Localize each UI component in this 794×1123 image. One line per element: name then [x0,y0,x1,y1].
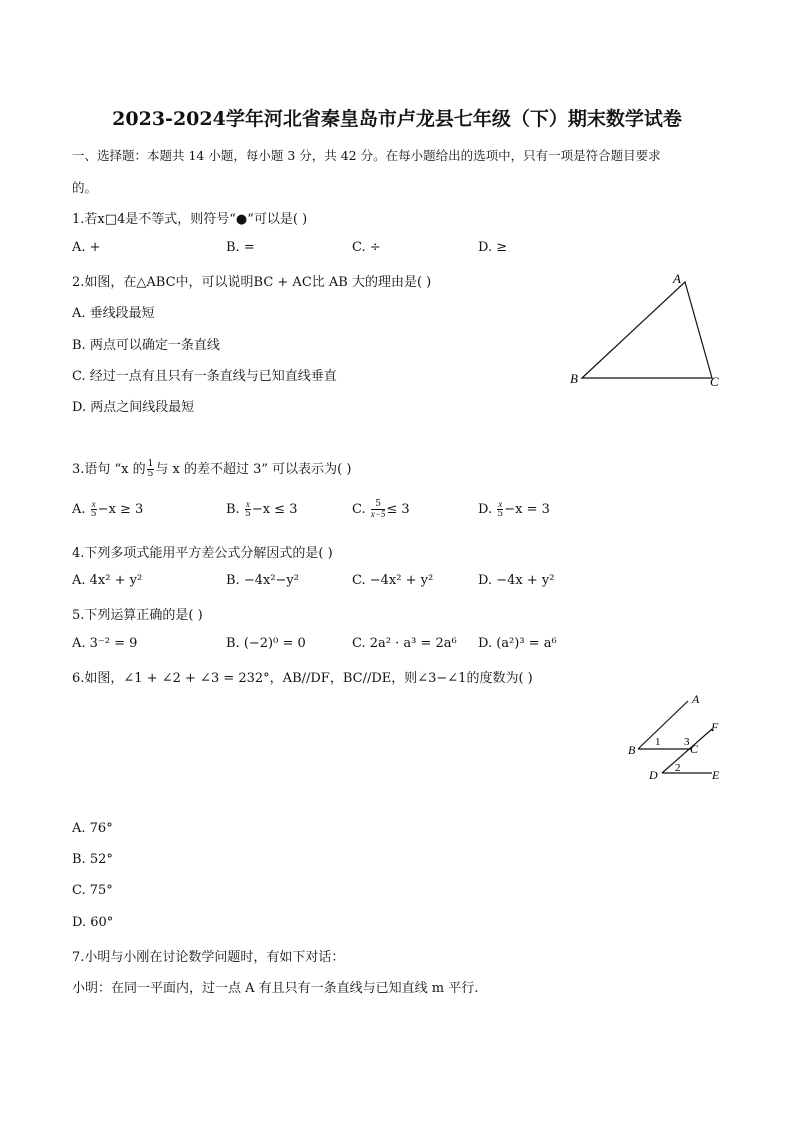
fig6-label-e: E [712,768,720,782]
parallel-lines-figure [622,693,732,785]
fig6-label-c: C [690,742,699,756]
q5-option-c: C. 2a² · a³ = 2a⁶ [352,636,457,651]
q3-d-den: 5 [497,509,504,519]
fig6-label-f: F [711,720,719,734]
q1-stem: 1.若x□4是不等式，则符号“●”可以是( ) [72,212,308,227]
q6-stem: 6.如图，∠1 + ∠2 + ∠3 = 232°，AB//DF，BC//DE，则∠3−∠1的度数为( ) [72,671,533,686]
q4-option-c: C. −4x² + y² [352,573,434,588]
q3-b-num: x [245,499,250,509]
q5-option-b: B. (−2)⁰ = 0 [226,636,306,651]
q1-option-b: B. = [226,240,255,255]
q1-option-d: D. ≥ [478,240,508,255]
page-title: 2023-2024学年河北省秦皇岛市卢龙县七年级（下）期末数学试卷 [112,108,682,130]
q3-a-fraction [91,500,97,519]
q7-stem: 7.小明与小刚在讨论数学问题时，有如下对话： [72,950,345,965]
q3-b-label: B. [226,502,240,517]
label-c: C [710,374,719,389]
q4-option-a: A. 4x² + y² [72,573,143,588]
q4-stem: 4.下列多项式能用平方差公式分解因式的是( ) [72,546,333,561]
triangle-abc-figure [560,268,730,392]
section-instruction-line2: 的。 [72,180,98,195]
q3-option-a [72,500,143,519]
q3-b-fraction [245,500,251,519]
line-ba [638,701,688,749]
q5-option-d: D. (a²)³ = a⁶ [478,636,557,651]
q6-option-c: C. 75° [72,883,113,898]
q5-stem: 5.下列运算正确的是( ) [72,608,203,623]
q3-c-rest: ≤ 3 [386,502,410,517]
q2-option-b: B. 两点可以确定一条直线 [72,338,220,353]
q4-option-b: B. −4x²−y² [226,573,299,588]
q1-option-c: C. ÷ [352,240,381,255]
q6-option-d: D. 60° [72,915,114,930]
q4-option-d: D. −4x + y² [478,573,555,588]
q3-stem-pre: 3.语句 “x 的 [72,462,146,477]
q5-option-a: A. 3⁻² = 9 [72,636,138,651]
q7-dialogue-line: 小明：在同一平面内，过一点 A 有且只有一条直线与已知直线 m 平行. [72,981,479,996]
q3-stem [72,458,351,479]
q3-d-fraction [497,500,503,519]
q3-d-rest: −x = 3 [504,502,550,517]
q3-stem-post: 与 x 的差不超过 3” 可以表示为( ) [155,462,352,477]
fig6-label-a: A [692,693,700,706]
q3-c-den: x−5 [370,509,386,519]
q2-stem: 2.如图，在△ABC中，可以说明BC + AC比 AB 大的理由是( ) [72,275,432,290]
q3-d-label: D. [478,502,493,517]
label-a: A [673,271,681,286]
q3-c-num: 5 [371,500,386,510]
q3-option-b [226,500,297,519]
q3-d-num: x [498,499,503,509]
section-instruction-line1: 一、选择题：本题共 14 小题，每小题 3 分，共 42 分。在每小题给出的选项中，只有一项是符合题目要求 [72,148,661,163]
q3-option-c [352,500,410,519]
q1-option-a: A. + [72,240,101,255]
q2-option-a: A. 垂线段最短 [72,306,155,321]
fig6-label-b: B [628,743,636,757]
q3-b-rest: −x ≤ 3 [251,502,298,517]
q3-a-num: x [91,499,96,509]
q2-option-d: D. 两点之间线段最短 [72,400,195,415]
q3-stem-fraction [147,460,155,479]
q3-a-den: 5 [90,509,97,519]
fig6-angle-2: 2 [675,762,681,774]
q3-c-label: C. [352,502,366,517]
label-b: B [570,371,578,386]
q6-option-a: A. 76° [72,821,113,836]
triangle-abc [582,282,712,378]
q2-option-c: C. 经过一点有且只有一条直线与已知直线垂直 [72,369,337,384]
q3-b-den: 5 [244,509,251,519]
fig6-label-d: D [649,768,658,782]
q3-a-rest: −x ≥ 3 [97,502,144,517]
fig6-angle-1: 1 [655,736,661,748]
fig6-angle-3: 3 [684,736,690,748]
q6-option-b: B. 52° [72,852,113,867]
q3-stem-den: 5 [147,469,154,479]
q3-option-d [478,500,550,519]
q3-a-label: A. [72,502,86,517]
q3-stem-num: 1 [147,459,154,469]
q3-c-fraction [371,500,386,519]
